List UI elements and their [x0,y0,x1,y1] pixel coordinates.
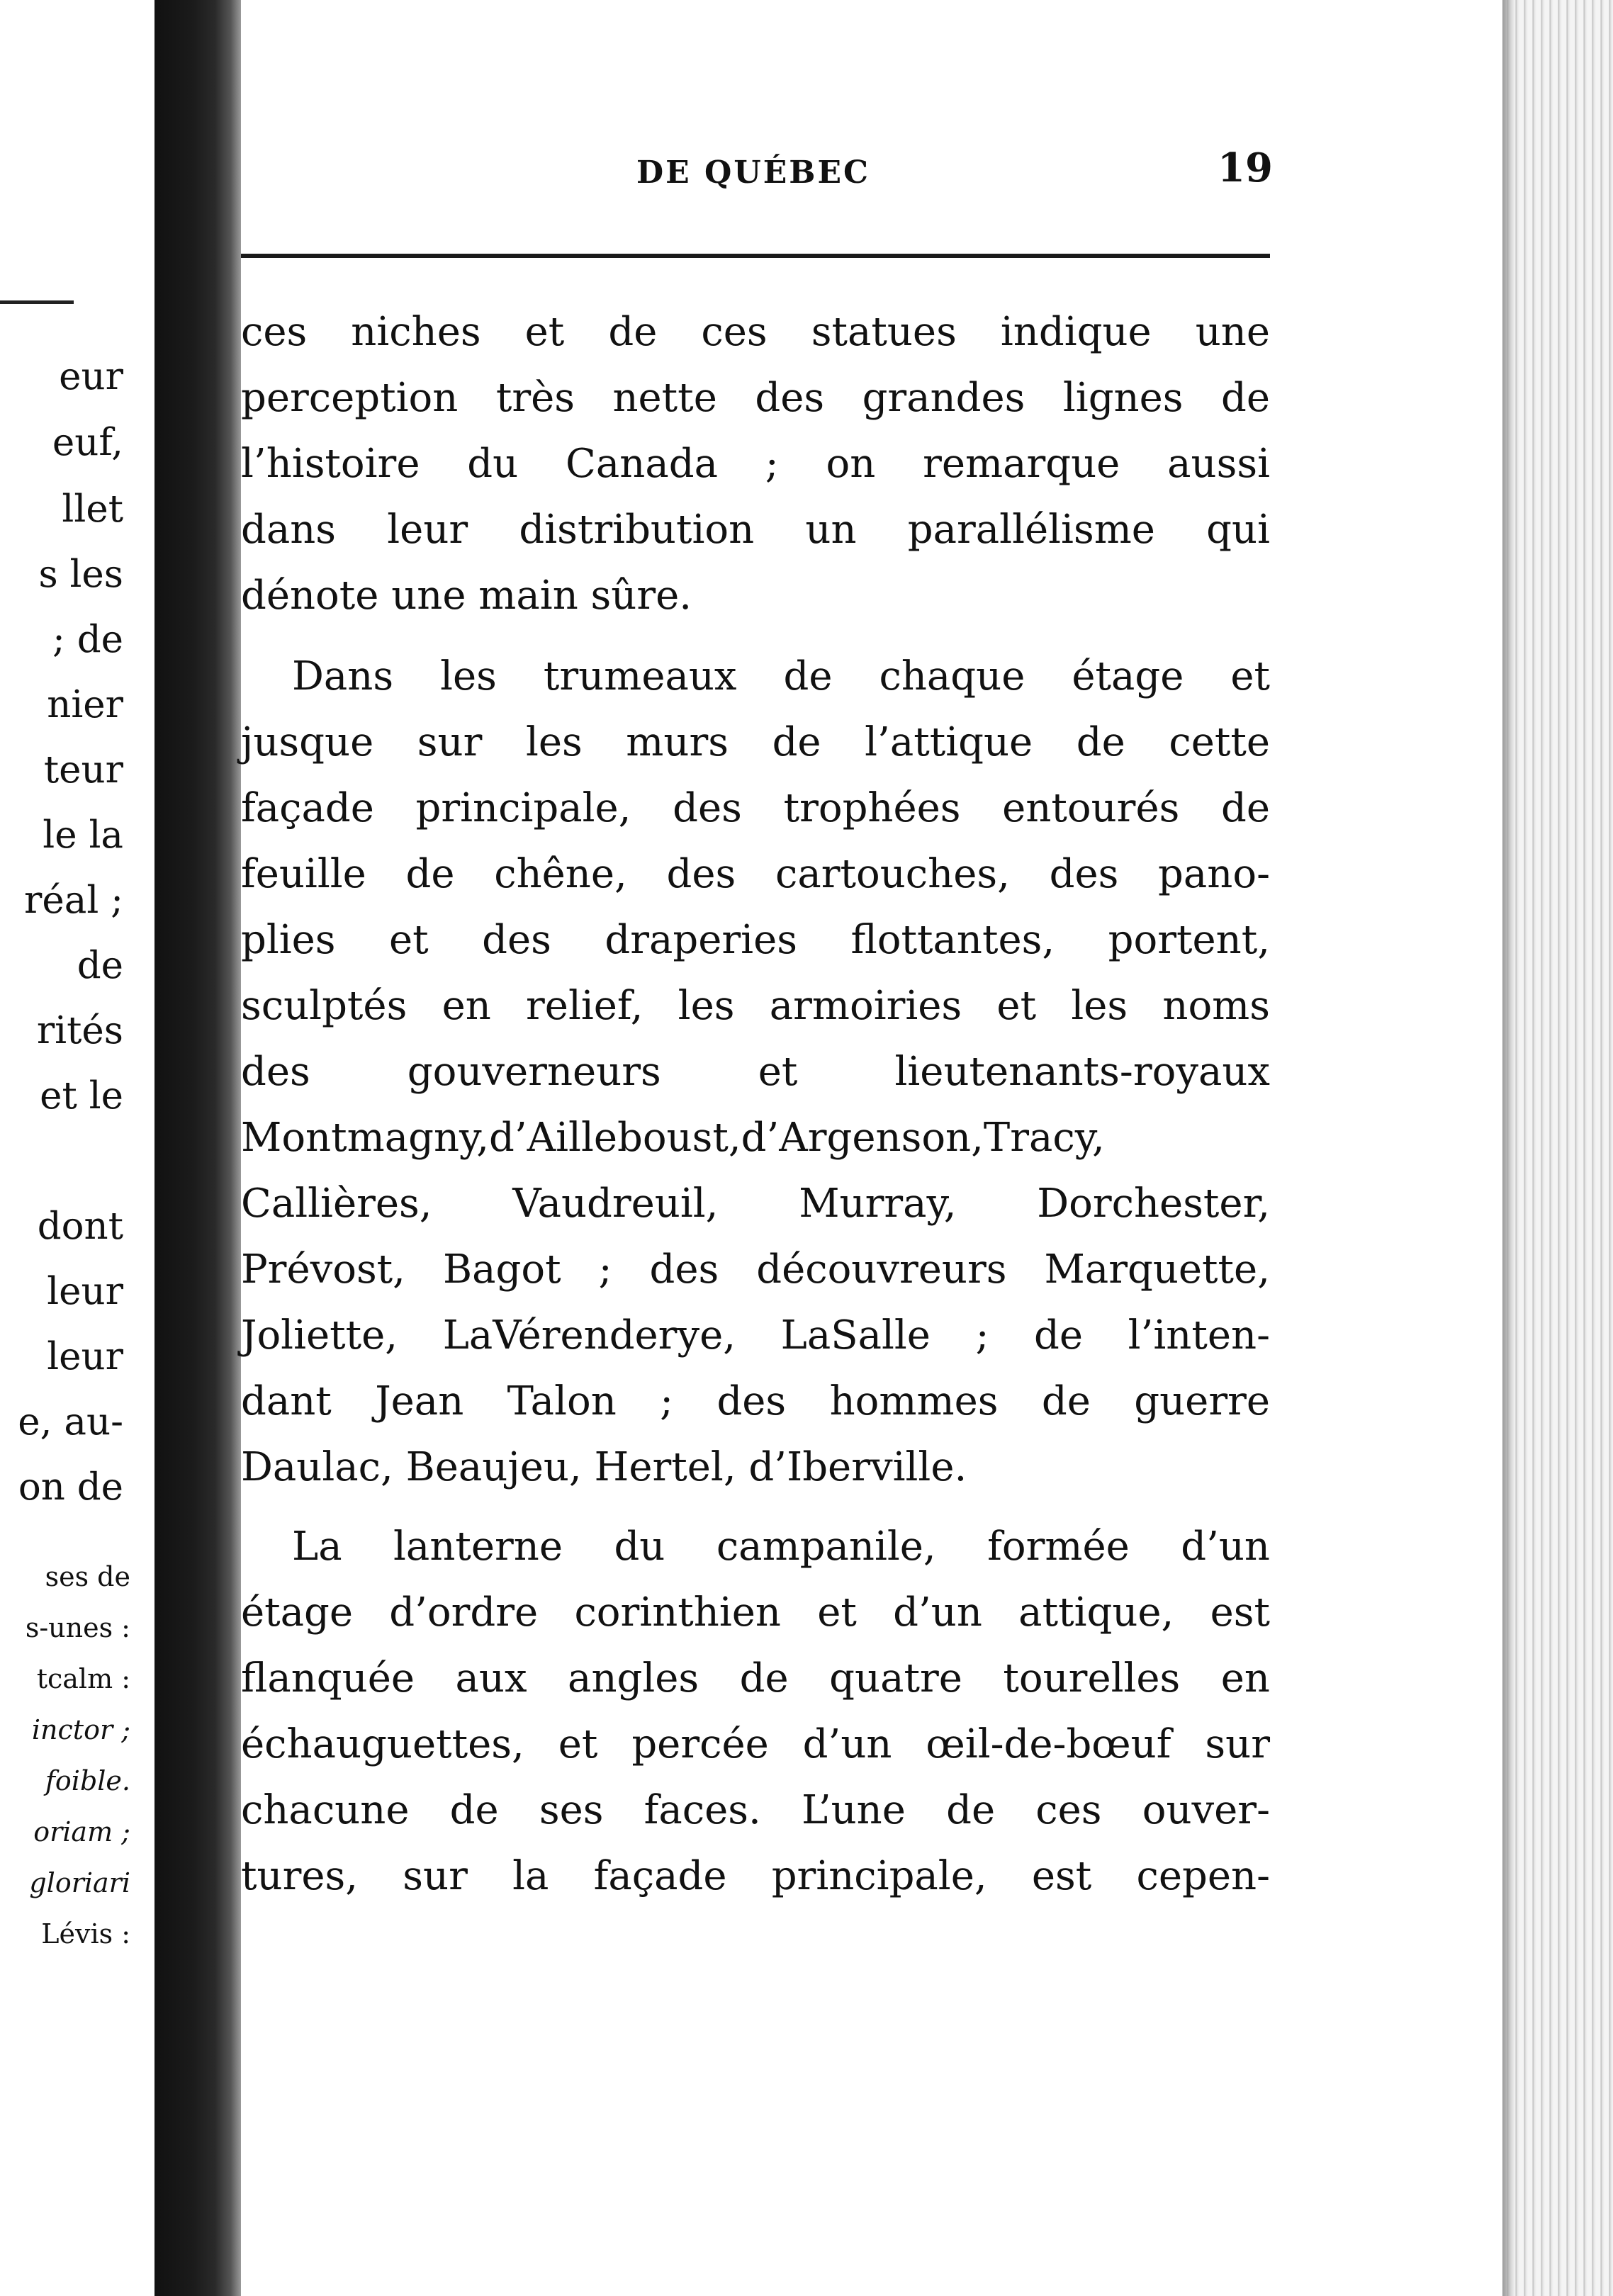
left-page-line: on de [18,1465,123,1509]
text-line: tures, sur la façade principale, est cepen- [241,1853,1270,1899]
left-page-line: réal ; [24,879,123,922]
left-page-line: rités [36,1009,123,1052]
page-edges [1502,0,1613,2296]
left-page-note: gloriari [29,1867,130,1898]
left-page-line: e, au- [18,1400,123,1444]
left-page-note: inctor ; [31,1714,130,1745]
page-number: 19 [1218,145,1273,191]
text-line: dant Jean Talon ; des hommes de guerre [241,1378,1270,1424]
running-header: DE QUÉBEC [636,154,870,191]
left-page-line: eur [59,355,123,398]
left-page-line: leur [47,1335,123,1378]
left-page-note: ses de [45,1561,130,1592]
text-line: plies et des draperies flottantes, portent, [241,917,1270,963]
text-line: Joliette, LaVérenderye, LaSalle ; de l’inten- [241,1312,1270,1358]
paragraph [241,1514,1270,1909]
left-page-line: teur [43,748,123,792]
text-line: dans leur distribution un parallélisme qui [241,507,1270,553]
left-page-fragment [0,0,164,2296]
paragraph [241,299,1270,629]
left-page-note: s-unes : [25,1612,130,1643]
text-line: Callières, Vaudreuil, Murray, Dorchester, [241,1181,1270,1227]
left-page-line: ; de [52,618,123,661]
text-line: Montmagny,d’Ailleboust,d’Argenson,Tracy, [241,1115,1105,1161]
text-line: Dans les trumeaux de chaque étage et [292,653,1270,699]
left-page-line: llet [62,488,123,531]
right-page [241,0,1502,2296]
text-line: Prévost, Bagot ; des découvreurs Marquette, [241,1247,1270,1293]
left-page-line: et le [40,1074,123,1118]
paragraph [241,643,1270,1500]
text-line: sculptés en relief, les armoiries et les noms [241,983,1270,1029]
text-line: des gouverneurs et lieutenants-royaux [241,1049,1270,1095]
text-line: jusque sur les murs de l’attique de cette [241,719,1270,765]
left-page-note: oriam ; [33,1816,130,1847]
text-line: dénote une main sûre. [241,573,692,619]
book-gutter [154,0,241,2296]
text-line: ces niches et de ces statues indique une [241,309,1270,355]
text-line: étage d’ordre corinthien et d’un attique, est [241,1589,1270,1636]
left-page-line: nier [47,683,123,726]
text-line: feuille de chêne, des cartouches, des pano- [241,851,1270,897]
text-line: échauguettes, et percée d’un œil-de-bœuf sur [241,1721,1270,1767]
left-page-rule [0,300,74,304]
text-line: flanquée aux angles de quatre tourelles en [241,1655,1270,1701]
left-page-line: leur [47,1270,123,1313]
text-line: l’histoire du Canada ; on remarque aussi [241,441,1270,487]
left-page-note: foible. [45,1765,130,1796]
left-page-note: Lévis : [41,1918,130,1949]
text-line: chacune de ses faces. L’une de ces ouver- [241,1787,1270,1833]
page-edge-shadow [1502,0,1515,2296]
text-line: La lanterne du campanile, formée d’un [292,1524,1270,1570]
text-line: façade principale, des trophées entourés de [241,785,1270,831]
left-page-note: tcalm : [36,1663,130,1694]
left-page-line: le la [43,814,123,857]
left-page-line: de [77,944,123,987]
left-page-line: s les [38,553,123,596]
text-line: Daulac, Beaujeu, Hertel, d’Iberville. [241,1444,967,1490]
left-page-line: euf, [52,421,123,464]
header-rule [241,254,1270,258]
left-page-line: dont [37,1205,123,1248]
text-line: perception très nette des grandes lignes de [241,375,1270,421]
